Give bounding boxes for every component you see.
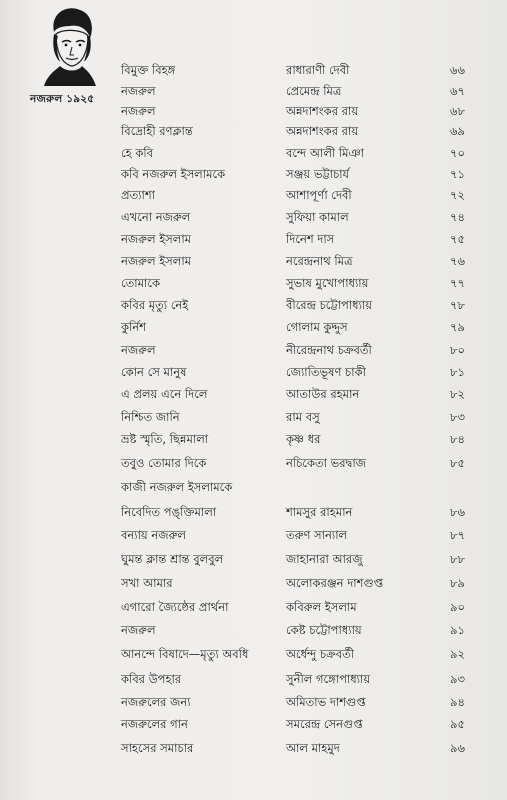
toc-entry	[0, 253, 507, 277]
poet-name: নরেন্দ্রনাথ মিত্র	[286, 254, 353, 268]
page-number: ৮৫	[450, 456, 465, 470]
poem-title: এখনো নজরুল	[121, 210, 191, 224]
page-number: ৮৩	[450, 410, 465, 424]
page-number: ৭৭	[450, 276, 465, 290]
poet-name: রাধারাণী দেবী	[286, 63, 350, 77]
poem-title: নজরুলের গান	[121, 717, 188, 731]
poet-name: বীরেন্দ্র চট্টোপাধ্যায়	[286, 298, 373, 312]
poem-title: আনন্দে বিষাদে—মৃত্যু অবধি	[121, 647, 249, 661]
toc-entry	[0, 455, 507, 479]
poem-title: কবি নজরুল ইসলামকে	[121, 167, 226, 181]
toc-entry	[0, 622, 507, 646]
poem-title: প্রত্যাশা	[121, 188, 156, 202]
page-number: ৮৭	[450, 528, 465, 542]
toc-entry	[0, 297, 507, 321]
toc-entry	[0, 187, 507, 211]
page-number: ৭০	[450, 146, 465, 160]
page-number: ৮১	[450, 365, 465, 379]
toc-entry	[0, 551, 507, 575]
poet-name: শামসুর রাহমান	[286, 505, 353, 519]
toc-entry	[0, 527, 507, 551]
toc-entry	[0, 364, 507, 388]
poet-name: প্রেমেন্দ্র মিত্র	[286, 84, 342, 98]
poet-name: রাম বসু	[286, 410, 320, 424]
page-number: ৭৪	[450, 210, 465, 224]
poem-title: হে কবি	[121, 146, 154, 160]
poet-name: অমিতাভ দাশগুপ্ত	[286, 695, 366, 709]
page-number: ৭৮	[450, 298, 465, 312]
poem-title: কবির উপহার	[121, 672, 182, 686]
page-number: ৮৯	[450, 576, 465, 590]
toc-entry	[0, 431, 507, 455]
toc-entry	[0, 209, 507, 233]
poem-title: নজরুল ইসলাম	[121, 254, 192, 268]
poet-name: অন্নদাশংকর রায়	[286, 124, 359, 138]
page-number: ৭৯	[450, 320, 465, 334]
page-number: ৭৬	[450, 254, 465, 268]
poet-name: আশাপূর্ণা দেবী	[286, 188, 352, 202]
poet-name: সুফিয়া কামাল	[286, 210, 349, 224]
toc-entry	[0, 319, 507, 343]
page-number: ৮০	[450, 343, 465, 357]
poem-title: নজরুল	[121, 623, 156, 637]
toc-entry	[0, 694, 507, 718]
poem-title: নজরুল	[121, 84, 156, 98]
poem-title: সখা আমার	[121, 576, 173, 590]
poet-name: অন্নদাশংকর রায়	[286, 104, 359, 118]
poem-title: নজরুল	[121, 343, 156, 357]
page-number: ৯৩	[450, 672, 465, 686]
poet-name: নচিকেতা ভরদ্বাজ	[286, 456, 366, 470]
toc-entry	[0, 716, 507, 740]
poem-title: নজরুলের জন্য	[121, 695, 191, 709]
page-number: ৭৫	[450, 232, 465, 246]
page-number: ৬৮	[450, 104, 465, 118]
poem-title: নজরুল ইসলাম	[121, 232, 192, 246]
poet-name: অর্ধেন্দু চক্রবর্তী	[286, 647, 355, 661]
poet-name: গোলাম কুদ্দুস	[286, 320, 348, 334]
poem-title: বিদ্রোহী রণক্লান্ত	[121, 124, 193, 138]
page-number: ৯০	[450, 600, 465, 614]
page-number: ৬৭	[450, 84, 465, 98]
poem-title: তোমাকে	[121, 276, 161, 290]
toc-entry	[0, 740, 507, 764]
poet-name: কৃষ্ণ ধর	[286, 432, 321, 446]
page-number: ৯৬	[450, 741, 465, 755]
poem-title: নিবেদিত পঙ্‌ক্তিমালা	[121, 505, 217, 519]
poet-name: জাহানারা আরজু	[286, 552, 363, 566]
poem-title: সাহসের সমাচার	[121, 741, 194, 755]
poem-title: এগারো জ্যৈষ্ঠের প্রার্থনা	[121, 600, 229, 614]
toc-entry	[0, 275, 507, 299]
poem-title: বিমুক্ত বিহঙ্গ	[121, 63, 176, 77]
page-number: ৮২	[450, 387, 465, 401]
poem-title: কোন সে মানুষ	[121, 365, 187, 379]
poet-name: সুভাষ মুখোপাধ্যায়	[286, 276, 369, 290]
poem-title: কুর্নিশ	[121, 320, 147, 334]
poem-title: ভ্রষ্ট স্মৃতি, ছিন্নমালা	[121, 432, 209, 446]
toc-entry	[0, 504, 507, 528]
poem-title: নজরুল	[121, 104, 156, 118]
toc-entry	[0, 123, 507, 147]
page-number: ৯২	[450, 647, 465, 661]
page-number: ৮৪	[450, 432, 465, 446]
toc-entry	[0, 231, 507, 255]
poet-name: নীরেন্দ্রনাথ চক্রবর্তী	[286, 343, 372, 357]
toc-entry	[0, 386, 507, 410]
portrait-caption: নজরুল ১৯২৫	[30, 93, 95, 105]
poet-name: সঞ্জয় ভট্টাচার্য	[286, 167, 350, 181]
poet-name: অলোকরঞ্জন দাশগুপ্ত	[286, 576, 384, 590]
toc-entry	[0, 479, 507, 503]
page-number: ৮৮	[450, 552, 465, 566]
page-number: ৯৫	[450, 717, 465, 731]
page-number: ৮৬	[450, 505, 465, 519]
poem-title: ঘুমন্ত ক্লান্ত শ্রান্ত বুলবুল	[121, 552, 224, 566]
page-number: ৯১	[450, 623, 465, 637]
toc-entry	[0, 646, 507, 670]
poet-name: সুনীল গঙ্গোপাধ্যায়	[286, 672, 371, 686]
page-number: ৭১	[450, 167, 465, 181]
page-number: ৭২	[450, 188, 465, 202]
page-number: ৯৪	[450, 695, 465, 709]
page-number: ৬৬	[450, 63, 465, 77]
poet-name: সমরেন্দ্র সেনগুপ্ত	[286, 717, 363, 731]
poem-title: বন্যায় নজরুল	[121, 528, 186, 542]
poet-name: কেষ্ট চট্টোপাধ্যায়	[286, 623, 362, 637]
toc-entry	[0, 342, 507, 366]
toc-entry	[0, 409, 507, 433]
poem-title: নিশ্চিত জানি	[121, 410, 180, 424]
poet-name: আল মাহমুদ	[286, 741, 340, 755]
poet-name: দিনেশ দাস	[286, 232, 335, 246]
toc-entry	[0, 575, 507, 599]
poet-name: কবিরুল ইসলাম	[286, 600, 357, 614]
poem-title: কবির মৃত্যু নেই	[121, 298, 189, 312]
poet-name: আতাউর রহমান	[286, 387, 360, 401]
toc-entry	[0, 599, 507, 623]
poem-title: তবুও তোমার দিকে	[121, 456, 207, 470]
toc-entry	[0, 671, 507, 695]
poem-title: কাজী নজরুল ইসলামকে	[121, 480, 233, 494]
page-number: ৬৯	[450, 124, 465, 138]
poet-name: তরুণ সান্যাল	[286, 528, 348, 542]
poem-title: এ প্রলয় এনে দিলে	[121, 387, 208, 401]
poet-name: বন্দে আলী মিঞা	[286, 146, 364, 160]
poet-name: জ্যোতিভূষণ চাকী	[286, 365, 366, 379]
